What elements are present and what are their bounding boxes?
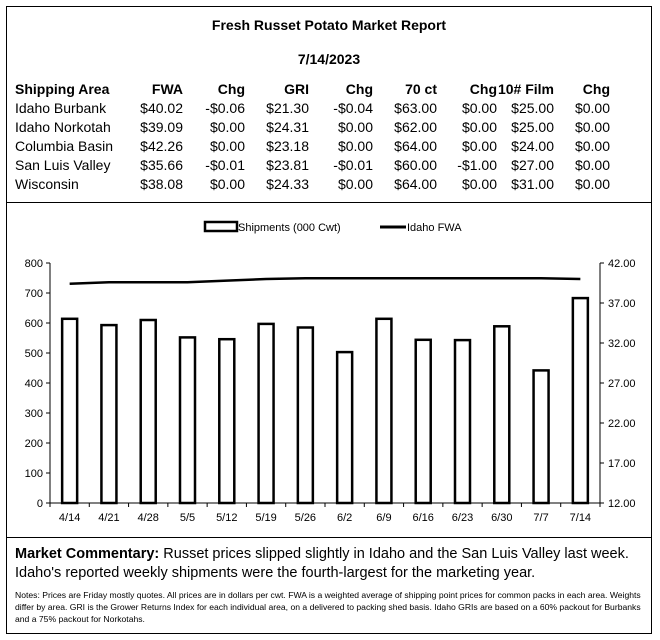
cell-film-chg: $0.00 — [574, 175, 610, 192]
table-row — [15, 136, 610, 155]
y-left-tick-label: 100 — [24, 468, 43, 480]
cell-70ct-chg: $0.00 — [461, 118, 497, 135]
shipments-bar — [494, 326, 509, 503]
x-tick-label: 6/2 — [336, 512, 353, 524]
commentary-text: Russet prices slipped slightly in Idaho and the San Luis Valley last week. Idaho's reported weekly shipments were the fourth-largest for the marketing year. — [15, 546, 629, 581]
shipments-bar — [337, 352, 352, 503]
shipments-bar — [376, 319, 391, 503]
cell-area: Wisconsin — [15, 175, 79, 192]
cell-film: $25.00 — [511, 118, 554, 135]
market-commentary — [15, 545, 647, 583]
shipments-bar — [534, 370, 549, 503]
shipments-bar — [101, 325, 116, 503]
shipments-bar — [259, 324, 274, 503]
cell-fwa-chg: $0.00 — [209, 175, 245, 192]
cell-70ct: $62.00 — [394, 118, 437, 135]
x-tick-label: 5/26 — [294, 512, 317, 524]
cell-70ct-chg: $0.00 — [461, 99, 497, 116]
cell-70ct-chg: -$1.00 — [457, 156, 497, 173]
cell-fwa-chg: -$0.06 — [205, 99, 245, 116]
commentary-label: Market Commentary: — [15, 546, 160, 562]
table-row — [15, 117, 610, 136]
y-left-tick-label: 600 — [24, 318, 43, 330]
y-left-tick-label: 400 — [24, 378, 43, 390]
y-left-tick-label: 200 — [24, 438, 43, 450]
shipments-bar — [573, 298, 588, 503]
report-date: 7/14/2023 — [297, 51, 361, 67]
cell-gri-chg: $0.00 — [337, 137, 373, 154]
cell-film: $27.00 — [511, 156, 554, 173]
col-header-10lb-film: 10# Film — [497, 80, 554, 97]
price-table — [15, 79, 610, 193]
col-header-70ct: 70 ct — [405, 80, 437, 97]
x-tick-label: 7/7 — [533, 512, 549, 524]
cell-70ct: $60.00 — [394, 156, 437, 173]
y-left-tick-label: 800 — [24, 258, 43, 270]
x-tick-label: 6/9 — [376, 512, 392, 524]
shipments-bar — [455, 340, 470, 503]
cell-film-chg: $0.00 — [574, 118, 610, 135]
cell-film-chg: $0.00 — [574, 137, 610, 154]
cell-fwa: $42.26 — [140, 137, 183, 154]
report-notes: Notes: Prices are Friday mostly quotes. All prices are in dollars per cwt. FWA is a weighted average of shipping point prices for common packs in each area. Weights differ by area. GRI is the Grower Returns Index for each individual area, on a delivered to packing shed basis. Idaho GRIs are based on a 60% packout for Burbanks and a 75% packout for Norkotahs. — [15, 590, 641, 624]
table-row — [15, 98, 610, 117]
cell-fwa: $40.02 — [140, 99, 183, 116]
y-right-tick-label: 12.00 — [608, 498, 636, 510]
col-header-shipping-area: Shipping Area — [15, 80, 110, 97]
shipments-bar — [416, 340, 431, 503]
x-tick-label: 4/28 — [137, 512, 159, 524]
y-right-tick-label: 42.00 — [608, 258, 636, 270]
y-right-tick-label: 17.00 — [608, 458, 636, 470]
y-left-tick-label: 500 — [24, 348, 43, 360]
cell-gri: $23.18 — [266, 137, 309, 154]
cell-gri-chg: $0.00 — [337, 175, 373, 192]
col-header-70ct-chg: Chg — [469, 80, 497, 97]
shipments-bar — [141, 320, 156, 503]
col-header-film-chg: Chg — [582, 80, 610, 97]
shipments-bar — [62, 319, 77, 503]
legend-fwa-label: Idaho FWA — [407, 222, 462, 234]
x-tick-label: 6/30 — [491, 512, 513, 524]
cell-gri: $21.30 — [266, 99, 309, 116]
cell-area: San Luis Valley — [15, 156, 111, 173]
x-tick-label: 7/14 — [569, 512, 592, 524]
y-left-tick-label: 700 — [24, 288, 43, 300]
cell-film-chg: $0.00 — [574, 156, 610, 173]
cell-70ct: $64.00 — [394, 175, 437, 192]
report-title: Fresh Russet Potato Market Report — [211, 17, 447, 33]
idaho-fwa-line — [70, 278, 581, 284]
x-tick-label: 6/23 — [451, 512, 474, 524]
col-header-fwa: FWA — [151, 80, 183, 97]
y-left-tick-label: 300 — [24, 408, 43, 420]
cell-gri: $24.31 — [266, 118, 309, 135]
x-tick-label: 6/16 — [412, 512, 434, 524]
cell-70ct-chg: $0.00 — [461, 175, 497, 192]
col-header-gri-chg: Chg — [345, 80, 373, 97]
y-right-tick-label: 22.00 — [608, 418, 636, 430]
cell-gri-chg: -$0.04 — [333, 99, 373, 116]
x-tick-label: 5/5 — [179, 512, 196, 524]
x-tick-label: 4/21 — [98, 512, 120, 524]
price-section — [7, 7, 651, 202]
y-left-tick-label: 0 — [36, 498, 43, 510]
cell-fwa: $38.08 — [140, 175, 183, 192]
report-frame — [6, 6, 652, 634]
cell-film: $31.00 — [511, 175, 554, 192]
price-table-header — [15, 79, 610, 98]
chart-svg — [7, 203, 651, 537]
shipments-bar — [219, 339, 234, 503]
cell-fwa-chg: $0.00 — [209, 118, 245, 135]
cell-gri: $24.33 — [266, 175, 309, 192]
x-tick-label: 4/14 — [58, 512, 81, 524]
cell-gri-chg: -$0.01 — [333, 156, 373, 173]
y-right-tick-label: 32.00 — [608, 338, 636, 350]
cell-gri-chg: $0.00 — [337, 118, 373, 135]
cell-fwa: $35.66 — [140, 156, 183, 173]
cell-fwa-chg: $0.00 — [209, 137, 245, 154]
table-row — [15, 174, 610, 193]
cell-70ct: $64.00 — [394, 137, 437, 154]
y-right-tick-label: 37.00 — [608, 298, 636, 310]
y-right-tick-label: 27.00 — [608, 378, 636, 390]
cell-70ct: $63.00 — [394, 99, 437, 116]
cell-film-chg: $0.00 — [574, 99, 610, 116]
col-header-gri: GRI — [284, 80, 309, 97]
cell-fwa-chg: -$0.01 — [205, 156, 245, 173]
shipments-bar — [180, 337, 195, 503]
x-tick-label: 5/19 — [255, 512, 277, 524]
cell-70ct-chg: $0.00 — [461, 137, 497, 154]
cell-area: Columbia Basin — [15, 137, 114, 154]
x-tick-label: 5/12 — [216, 512, 238, 524]
col-header-fwa-chg: Chg — [217, 80, 245, 97]
table-row — [15, 155, 610, 174]
shipments-chart — [7, 203, 651, 538]
cell-area: Idaho Norkotah — [15, 118, 111, 135]
cell-gri: $23.81 — [266, 156, 309, 173]
cell-film: $24.00 — [511, 137, 554, 154]
shipments-bar — [298, 328, 313, 504]
legend-shipments-label: Shipments (000 Cwt) — [238, 222, 341, 234]
cell-film: $25.00 — [511, 99, 554, 116]
cell-fwa: $39.09 — [140, 118, 183, 135]
cell-area: Idaho Burbank — [15, 99, 107, 116]
legend-shipments-swatch — [205, 222, 237, 231]
